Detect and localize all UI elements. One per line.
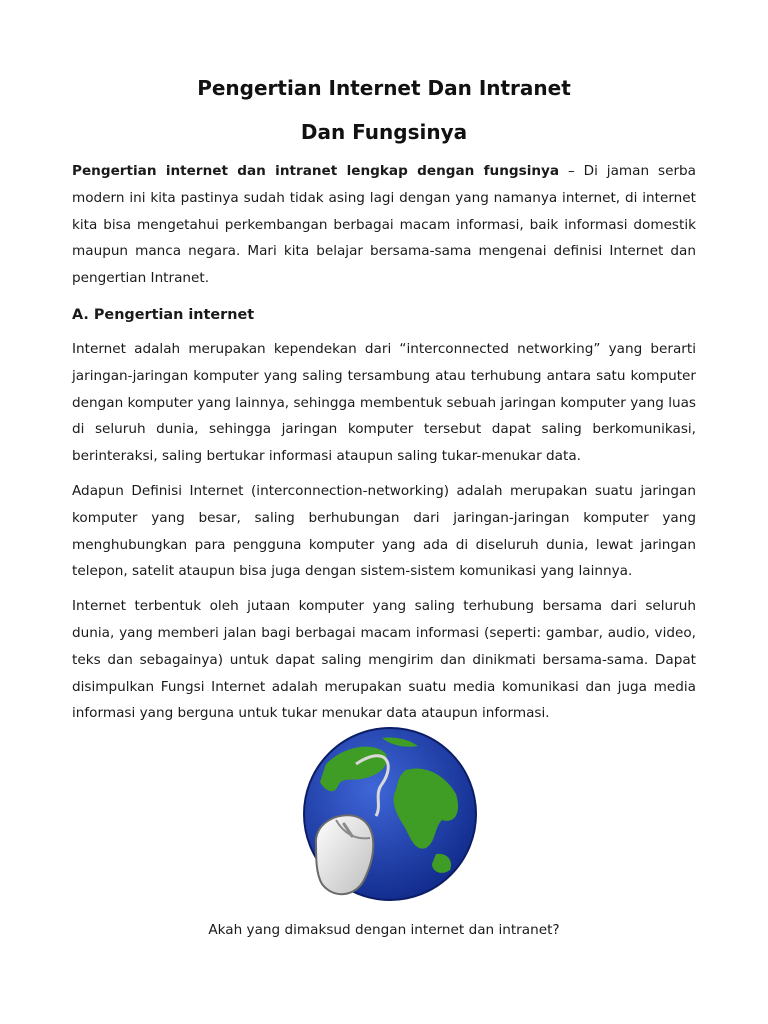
intro-lead: Pengertian internet dan intranet lengkap dengan fungsinya <box>72 163 560 179</box>
paragraph-2: Adapun Definisi Internet (interconnection-networking) adalah merupakan suatu jaringan komputer yang besar, saling berhubungan dari jaringan-jaringan komputer yang menghubungkan para pengguna komputer yang ada di diseluruh dunia, lewat jaringan telepon, satelit ataupun bisa juga dengan sistem-sistem komunikasi yang lainnya. <box>72 482 696 580</box>
paragraph-3: Internet terbentuk oleh jutaan komputer yang saling terhubung bersama dari seluruh dunia, yang memberi jalan bagi berbagai macam informasi (seperti: gambar, audio, video, teks dan sebagainya) untuk dapat saling mengirim dan dinikmati bersama-sama. Dapat disimpulkan Fungsi Internet adalah merupakan suatu media komunikasi dan juga media informasi yang berguna untuk tukar menukar data ataupun informasi. <box>72 598 696 722</box>
title-line-2: Dan Fungsinya <box>300 120 468 144</box>
title-line-1: Pengertian Internet Dan Intranet <box>197 76 571 100</box>
figure-caption: Akah yang dimaksud dengan internet dan intranet? <box>208 922 560 938</box>
intro-paragraph <box>72 158 696 292</box>
globe-icon <box>286 724 478 916</box>
page-title <box>72 0 696 154</box>
intro-text: – Di jaman serba modern ini kita pastinya sudah tidak asing lagi dengan yang namanya internet, di internet kita bisa mengetahui perkembangan berbagai macam informasi, baik informasi domestik maupun manca negara. Mari kita belajar bersama-sama mengenai definisi Internet dan pengertian Intranet. <box>72 163 696 287</box>
globe-mouse-figure <box>286 724 478 916</box>
section-a-heading: A. Pengertian internet <box>72 306 255 323</box>
paragraph-1: Internet adalah merupakan kependekan dari “interconnected networking” yang berarti jaringan-jaringan komputer yang saling tersambung atau terhubung antara satu komputer dengan komputer yang lainnya, sehingga membentuk sebuah jaringan komputer yang luas di seluruh dunia, sehingga jaringan komputer tersebut dapat saling berkomunikasi, berinteraksi, saling bertukar informasi ataupun saling tukar-menukar data. <box>72 340 696 465</box>
